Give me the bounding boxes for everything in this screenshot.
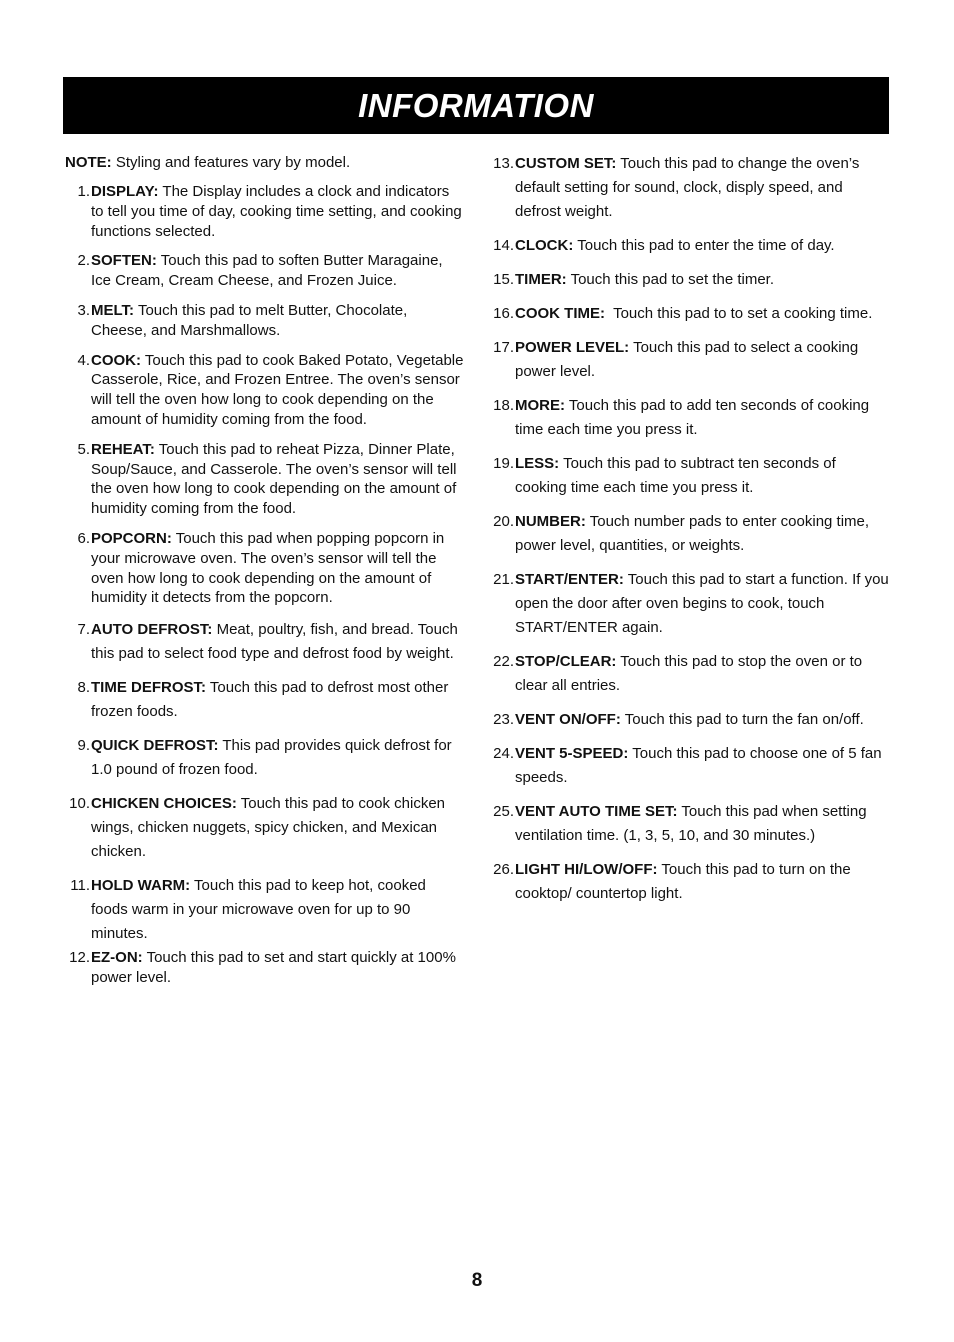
list-item <box>63 529 465 608</box>
item-label: REHEAT: <box>91 440 155 458</box>
list-item <box>487 234 889 258</box>
item-label: POPCORN: <box>91 529 172 547</box>
item-number: 16. <box>493 305 514 322</box>
list-item <box>487 336 889 384</box>
item-number: 23. <box>493 711 514 728</box>
item-label: VENT AUTO TIME SET: <box>515 803 678 820</box>
item-number: 24. <box>493 745 514 762</box>
item-label: EZ-ON: <box>91 949 143 967</box>
list-item <box>63 301 465 341</box>
list-item <box>487 302 889 326</box>
item-text: This pad provides quick defrost for 1.0 pound of frozen food. <box>91 737 452 779</box>
list-item <box>487 452 889 500</box>
item-text: Touch this pad to set the timer. <box>566 271 775 288</box>
list-item <box>487 568 889 640</box>
item-text: Touch this pad to reheat Pizza, Dinner Plate, Soup/Sauce, and Casserole. The oven’s sensor will tell the oven how long to cook depending on the amount of humidity coming from the food. <box>91 440 457 518</box>
list-item <box>63 874 465 946</box>
item-label: AUTO DEFROST: <box>91 621 213 639</box>
item-text: Touch this pad to choose one of 5 fan speeds. <box>515 745 882 786</box>
item-label: MELT: <box>91 301 135 319</box>
item-text: Touch this pad to set and start quickly at 100% power level. <box>91 949 456 986</box>
item-text: Touch this pad to enter the time of day. <box>573 237 835 254</box>
item-text: Touch this pad to stop the oven or to clear all entries. <box>515 653 863 694</box>
item-text: Touch this pad to soften Butter Maragaine, Ice Cream, Cream Cheese, and Frozen Juice. <box>91 252 443 290</box>
list-item <box>487 268 889 292</box>
item-text: Touch this pad to cook chicken wings, chicken nuggets, spicy chicken, and Mexican chicken. <box>91 795 446 861</box>
item-number: 20. <box>493 513 514 530</box>
item-text: Touch this pad to defrost most other frozen foods. <box>91 679 449 721</box>
item-label: MORE: <box>515 397 565 414</box>
list-item <box>63 440 465 519</box>
item-number: 12. <box>69 949 90 967</box>
item-text: Touch this pad to turn on the cooktop/ countertop light. <box>515 861 851 902</box>
list-item <box>487 152 889 224</box>
item-number: 17. <box>493 339 514 356</box>
item-label: CLOCK: <box>515 237 574 254</box>
item-number: 4. <box>77 351 90 369</box>
item-text: Touch this pad to melt Butter, Chocolate, Cheese, and Marshmallows. <box>91 301 408 339</box>
item-number: 2. <box>77 252 90 270</box>
list-item <box>487 650 889 698</box>
list-item <box>487 394 889 442</box>
item-number: 18. <box>493 397 514 414</box>
item-number: 22. <box>493 653 514 670</box>
item-label: DISPLAY: <box>91 183 159 200</box>
list-item <box>63 182 465 241</box>
list-item <box>63 351 465 430</box>
item-text: Touch this pad to keep hot, cooked foods warm in your microwave oven for up to 90 minutes. <box>91 877 426 943</box>
item-label: NUMBER: <box>515 513 586 530</box>
item-text: Touch this pad to subtract ten seconds of cooking time each time you press it. <box>515 455 836 496</box>
page-number: 8 <box>471 1270 483 1291</box>
item-text: Touch this pad to cook Baked Potato, Vegetable Casserole, Rice, and Frozen Entree. The oven’s sensor will tell the oven how long to cook depending on the amount of humidity coming from the food. <box>91 351 464 428</box>
list-item <box>487 800 889 848</box>
item-number: 25. <box>493 803 514 820</box>
item-number: 15. <box>493 271 514 288</box>
item-label: COOK TIME: <box>515 305 605 322</box>
item-label: VENT ON/OFF: <box>515 711 621 728</box>
item-number: 11. <box>70 877 90 895</box>
item-text: Touch this pad when setting ventilation time. (1, 3, 5, 10, and 30 minutes.) <box>515 803 867 844</box>
item-number: 26. <box>493 861 514 878</box>
item-number: 10. <box>69 795 90 813</box>
item-number: 3. <box>77 301 90 319</box>
item-number: 19. <box>493 455 514 472</box>
item-label: VENT 5-SPEED: <box>515 745 629 762</box>
left-column <box>63 182 465 988</box>
item-label: QUICK DEFROST: <box>91 737 219 755</box>
page-title: INFORMATION <box>358 86 594 124</box>
item-label: CUSTOM SET: <box>515 155 617 172</box>
item-number: 13. <box>493 155 514 172</box>
list-item <box>487 742 889 790</box>
item-number: 1. <box>77 183 90 200</box>
item-number: 6. <box>77 529 90 547</box>
item-label: SOFTEN: <box>91 252 157 270</box>
list-item <box>63 948 465 988</box>
list-item <box>487 708 889 732</box>
item-number: 9. <box>77 737 90 755</box>
item-text: Touch this pad to select a cooking power level. <box>515 339 859 380</box>
item-label: CHICKEN CHOICES: <box>91 795 237 813</box>
item-label: POWER LEVEL: <box>515 339 630 356</box>
list-item <box>487 510 889 558</box>
item-text: Meat, poultry, fish, and bread. Touch this pad to select food type and defrost food by weight. <box>91 621 458 663</box>
item-text: Touch number pads to enter cooking time, power level, quantities, or weights. <box>515 513 870 554</box>
item-number: 8. <box>77 679 90 697</box>
item-number: 14. <box>493 237 514 254</box>
item-label: COOK: <box>91 351 141 369</box>
list-item <box>487 858 889 906</box>
item-number: 21. <box>493 571 514 588</box>
item-label: LIGHT HI/LOW/OFF: <box>515 861 658 878</box>
item-label: HOLD WARM: <box>91 877 191 895</box>
item-number: 7. <box>77 621 90 639</box>
item-text: Touch this pad when popping popcorn in your microwave oven. The oven’s sensor will tell the oven how long to cook depending on the amount of humidity it detects from the popcorn. <box>91 529 445 607</box>
item-label: TIME DEFROST: <box>91 679 206 697</box>
page-header-banner <box>63 77 889 134</box>
item-text: The Display includes a clock and indicators to tell you time of day, cooking time setting, and cooking functions selected. <box>91 183 462 240</box>
item-number: 5. <box>77 440 90 458</box>
item-label: START/ENTER: <box>515 571 624 588</box>
item-text: Touch this pad to start a function. If you open the door after oven begins to cook, touch START/ENTER again. <box>515 571 889 636</box>
list-item <box>63 792 465 864</box>
list-item <box>63 618 465 666</box>
list-item <box>63 734 465 782</box>
note <box>65 153 465 173</box>
right-column <box>487 152 889 906</box>
list-item <box>63 251 465 291</box>
list-item <box>63 676 465 724</box>
note-label: NOTE: <box>65 154 112 171</box>
item-label: LESS: <box>515 455 560 472</box>
item-text: Touch this pad to to set a cooking time. <box>605 305 873 322</box>
item-label: STOP/CLEAR: <box>515 653 617 670</box>
item-text: Touch this pad to turn the fan on/off. <box>620 711 864 728</box>
item-text: Touch this pad to add ten seconds of cooking time each time you press it. <box>515 397 870 438</box>
item-text: Touch this pad to change the oven’s default setting for sound, clock, disply speed, and defrost weight. <box>515 155 860 220</box>
note-text: Styling and features vary by model. <box>111 154 351 171</box>
item-label: TIMER: <box>515 271 567 288</box>
